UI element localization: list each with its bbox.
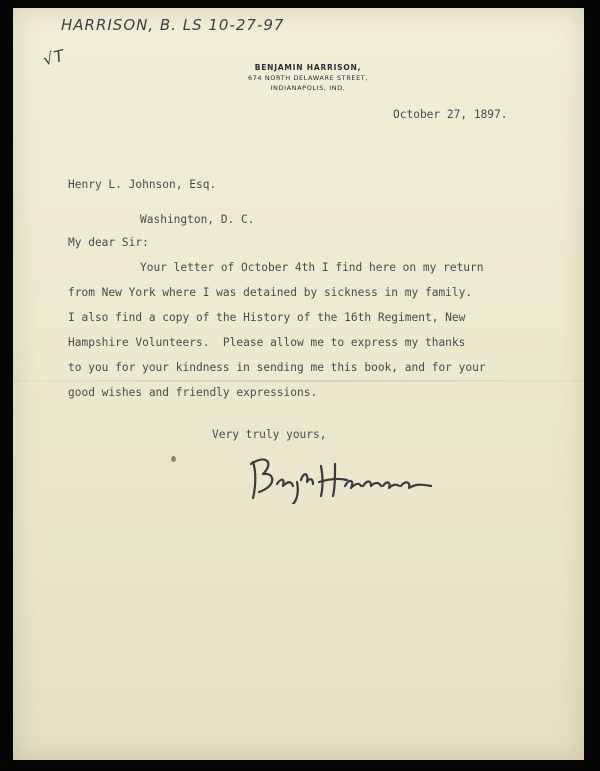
body-line: Your letter of October 4th I find here on my return (140, 261, 484, 274)
body-line: I also find a copy of the History of the 16th Regiment, New (68, 311, 466, 324)
letterhead-street: 674 NORTH DELAWARE STREET, (247, 74, 369, 82)
letter-date: October 27, 1897. (393, 108, 508, 121)
letterhead-name: BENJAMIN HARRISON, (254, 63, 362, 72)
pencil-check-mark: √T (41, 45, 67, 70)
pencil-annotation: HARRISON, B. LS 10-27-97 (61, 16, 285, 34)
fold-crease (13, 380, 584, 382)
body-line: to you for your kindness in sending me this book, and for your (68, 361, 486, 374)
paper-stain (171, 456, 176, 462)
closing: Very truly yours, (212, 428, 327, 441)
salutation: My dear Sir: (68, 236, 149, 249)
letterhead (228, 63, 388, 93)
signature-image (239, 452, 439, 504)
body-line: good wishes and friendly expressions. (68, 386, 318, 399)
body-line: from New York where I was detained by sickness in my family. (68, 286, 473, 299)
letter-page (13, 8, 584, 760)
recipient-name: Henry L. Johnson, Esq. (68, 178, 217, 191)
body-line: Hampshire Volunteers. Please allow me to express my thanks (68, 336, 466, 349)
recipient-city: Washington, D. C. (140, 213, 255, 226)
letterhead-city: INDIANAPOLIS, IND. (270, 84, 346, 92)
